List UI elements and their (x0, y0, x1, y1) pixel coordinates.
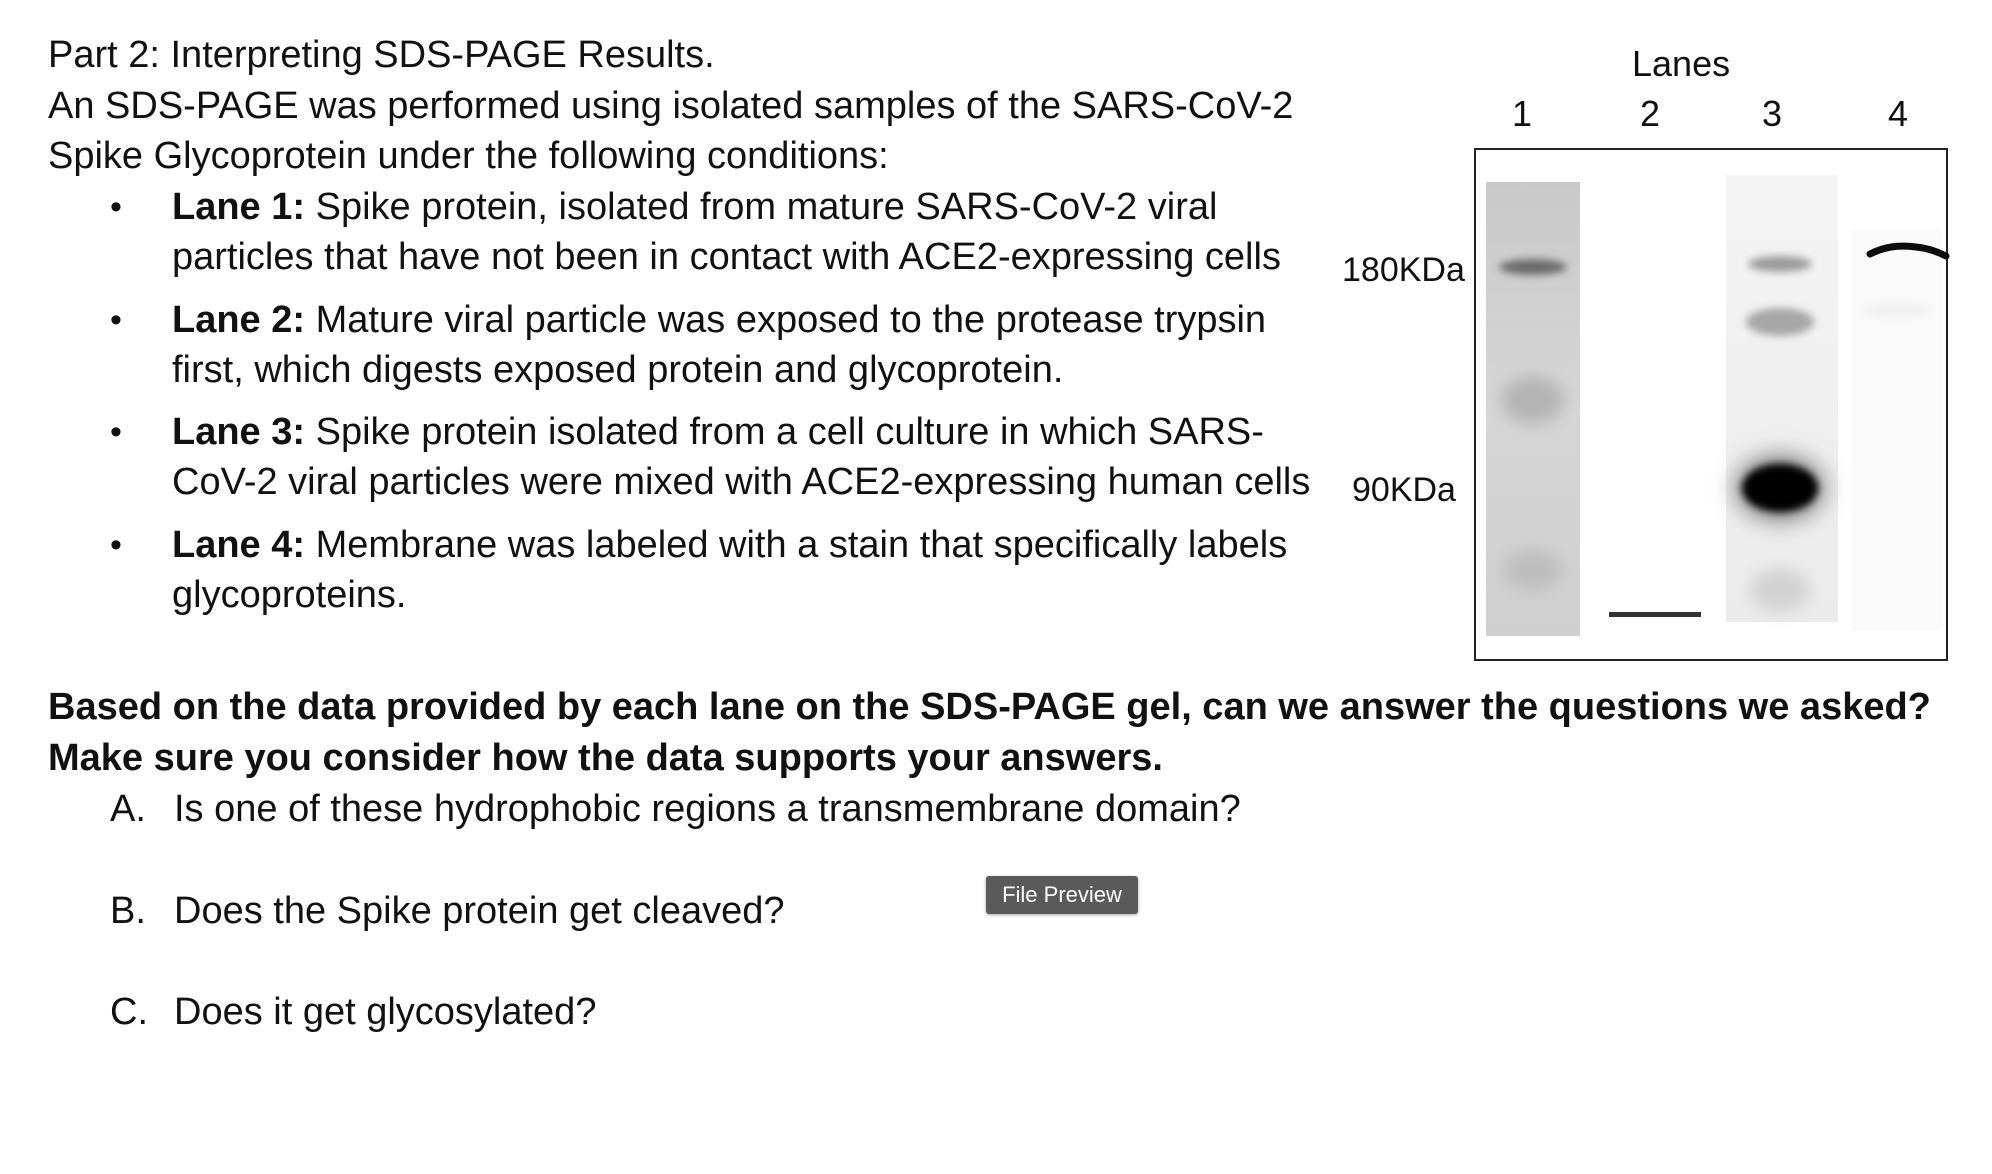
lane-3-line-2: CoV-2 viral particles were mixed with ACE2-expressing human cells (172, 461, 1311, 503)
lane-4-text: Membrane was labeled with a stain that specifically labels (305, 524, 1288, 566)
gel-blot-graphic (1476, 150, 1950, 663)
gel-image (1474, 148, 1948, 661)
lane-4-smear (1852, 230, 1942, 630)
lane-number-1: 1 (1512, 93, 1533, 134)
lane-4-line-1 (172, 520, 1287, 570)
question-b-letter: B. (110, 890, 146, 932)
lane-1-band-lower (1503, 550, 1563, 590)
lane-1-band-180kda (1499, 259, 1567, 275)
question-c-letter: C. (110, 991, 148, 1033)
lane-2-band (1609, 612, 1701, 617)
lane-number-4: 4 (1888, 93, 1909, 134)
question-b-text: Does the Spike protein get cleaved? (174, 890, 785, 932)
intro-line-2: Spike Glycoprotein under the following conditions: (48, 135, 889, 177)
question-a-text: Is one of these hydrophobic regions a transmembrane domain? (174, 788, 1241, 830)
intro-line-1: An SDS-PAGE was performed using isolated samples of the SARS-CoV-2 (48, 85, 1294, 127)
question-a-letter: A. (110, 788, 146, 830)
marker-label-180kda: 180KDa (1342, 251, 1465, 289)
bullet-icon: • (110, 188, 122, 226)
lane-4-line-2: glycoproteins. (172, 574, 407, 616)
marker-label-90kda: 90KDa (1352, 471, 1456, 509)
lane-1-band-faint (1501, 376, 1565, 424)
gel-lanes-title: Lanes (1632, 43, 1731, 84)
question-c-text: Does it get glycosylated? (174, 991, 597, 1033)
lane-3-band-180kda (1748, 256, 1812, 272)
lane-2-text: Mature viral particle was exposed to the protease trypsin (305, 299, 1267, 341)
lane-2-line-1 (172, 295, 1266, 345)
lane-1-label: Lane 1: (172, 186, 306, 228)
lane-1-text: Spike protein, isolated from mature SARS-CoV-2 viral (305, 186, 1218, 228)
lane-3-band-90kda (1742, 464, 1818, 512)
bullet-icon: • (110, 413, 122, 451)
question-prompt-line-1: Based on the data provided by each lane on the SDS-PAGE gel, can we answer the questions we asked? (48, 686, 1931, 728)
lane-3-smear (1726, 175, 1838, 622)
bullet-icon: • (110, 301, 122, 339)
question-prompt-line-2: Make sure you consider how the data supports your answers. (48, 737, 1163, 779)
lane-3-band-lower-smear (1750, 568, 1810, 612)
lane-1-line-1 (172, 182, 1217, 232)
lane-3-line-1 (172, 407, 1264, 457)
lane-2-label: Lane 2: (172, 299, 306, 341)
file-preview-button[interactable]: File Preview (986, 876, 1138, 914)
lane-1-line-2: particles that have not been in contact with ACE2-expressing cells (172, 236, 1281, 278)
page-title: Part 2: Interpreting SDS-PAGE Results. (48, 34, 715, 76)
lane-number-3: 3 (1762, 93, 1783, 134)
lane-3-text: Spike protein isolated from a cell culture in which SARS- (305, 411, 1264, 453)
lane-4-faint-band (1862, 302, 1934, 318)
lane-4-label: Lane 4: (172, 524, 306, 566)
bullet-icon: • (110, 526, 122, 564)
lane-3-label: Lane 3: (172, 411, 306, 453)
lane-2-line-2: first, which digests exposed protein and glycoprotein. (172, 349, 1064, 391)
lane-number-2: 2 (1640, 93, 1661, 134)
lane-3-band-middle (1746, 308, 1814, 336)
